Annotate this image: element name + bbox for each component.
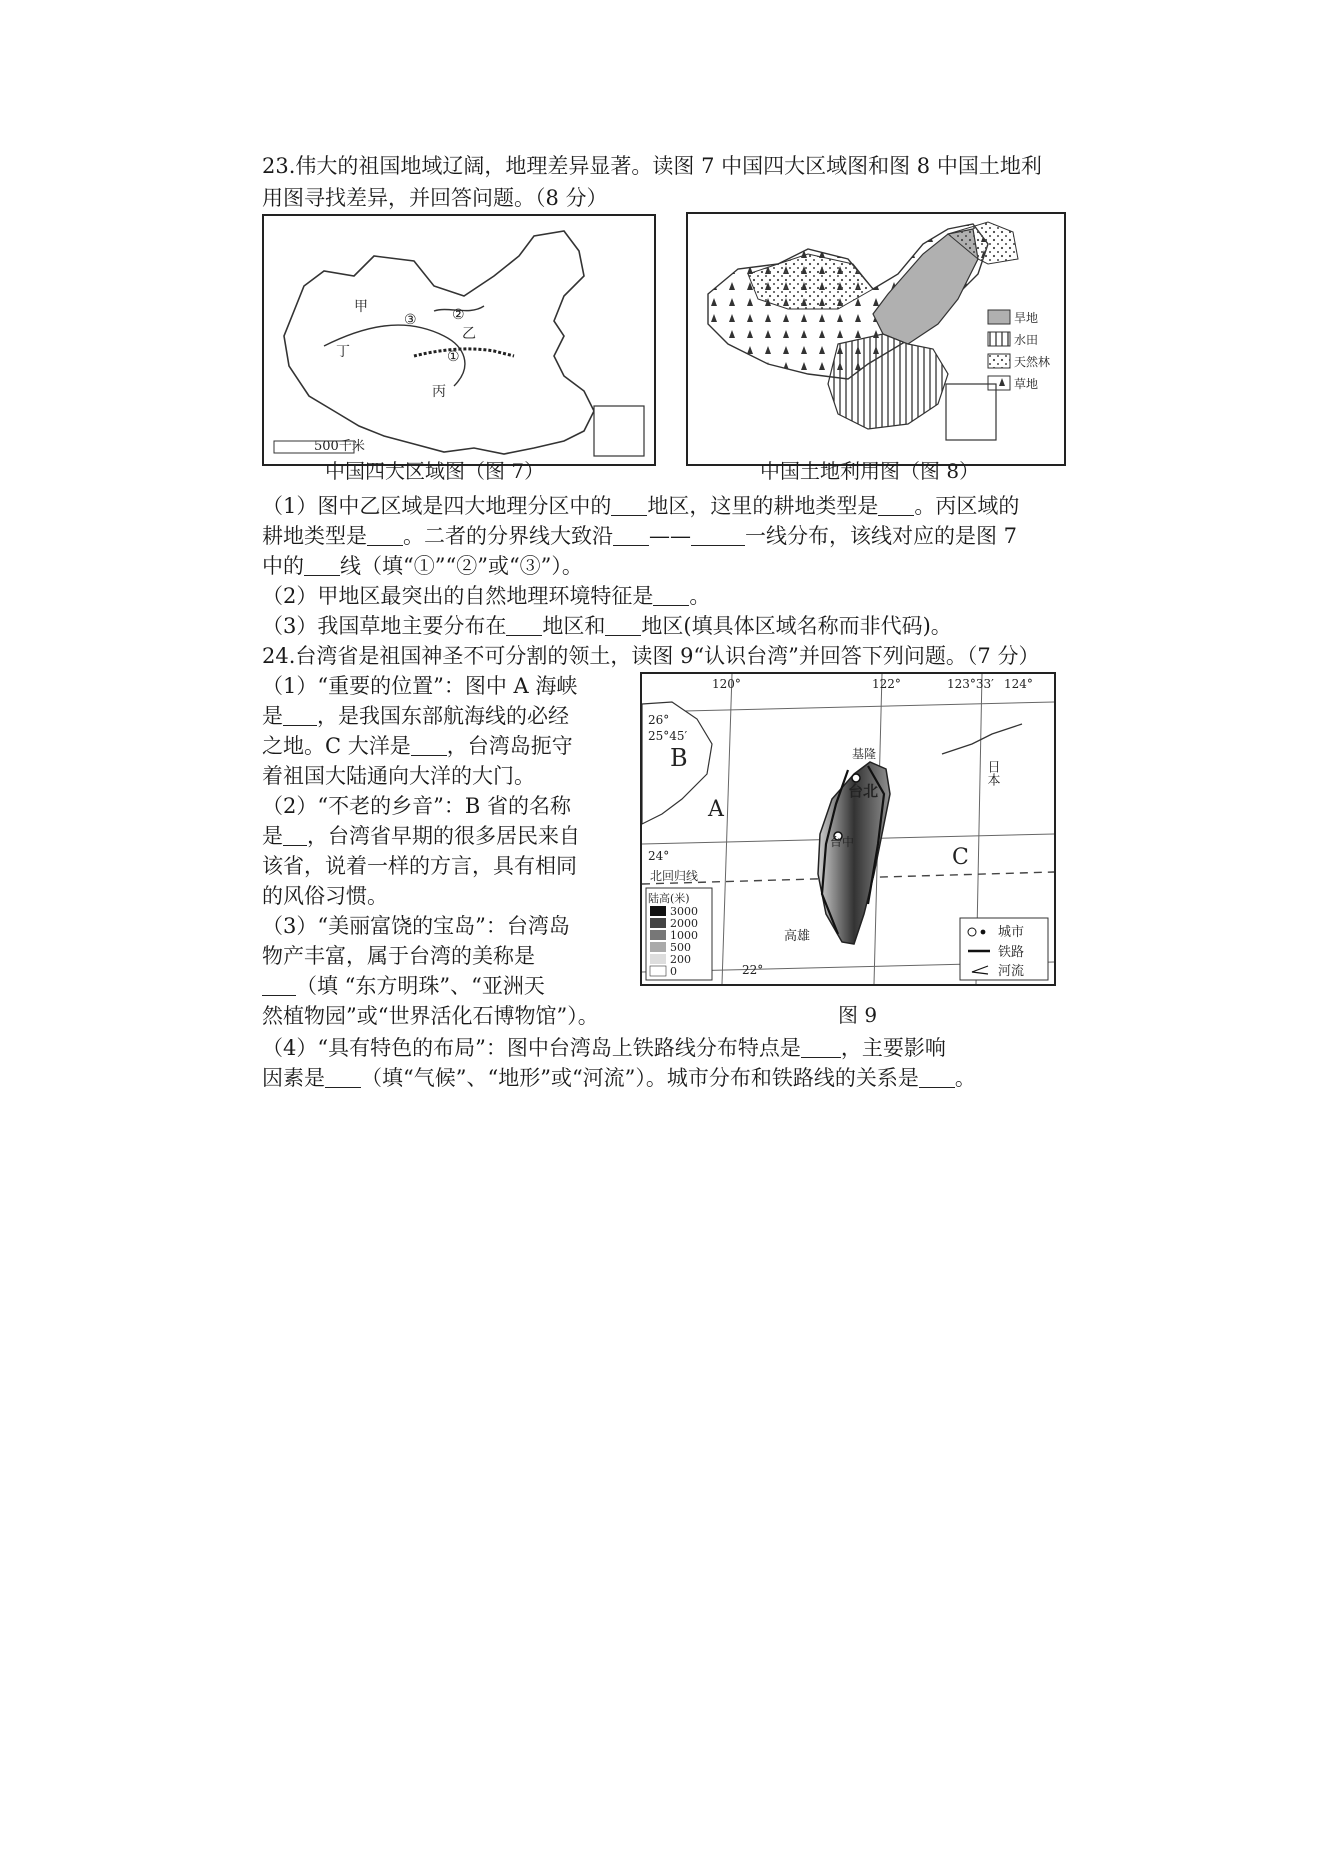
fig9-tropic-label: 北回归线	[650, 869, 699, 883]
q24-s2-line1: （2）“不老的乡音”：B 省的名称	[262, 794, 571, 818]
q23-p3-text-c: 地区(填具体区域名称而非代码)。	[641, 614, 952, 638]
fig9-elev-200: 200	[670, 953, 691, 966]
answer-blank-region[interactable]	[611, 495, 647, 516]
fig7-label-line3: ③	[404, 312, 417, 328]
figure-9-taiwan-map	[640, 672, 1056, 986]
fig9-lon-124: 124°	[1004, 677, 1033, 691]
q24-s2-line4: 的风俗习惯。	[262, 884, 388, 908]
q24-s4-text-b: ，主要影响	[840, 1036, 946, 1060]
figure-8-caption: 中国土地利用图（图 8）	[760, 459, 980, 483]
answer-blank-line-start[interactable]	[613, 525, 649, 546]
fig9-letter-b: B	[670, 744, 688, 772]
fig9-city-gaoxiong: 高雄	[784, 929, 811, 944]
answer-blank-nickname[interactable]	[262, 975, 296, 996]
q23-part2	[262, 582, 1082, 610]
q24-s4-text-e: 。	[954, 1066, 976, 1090]
q24-s2-line3: 该省，说着一样的方言，具有相同	[262, 854, 577, 878]
fig9-legend-river: 河流	[998, 964, 1025, 979]
q23-p1-text-g: 中的	[262, 554, 304, 578]
q23-p1-text-f: 一线分布，该线对应的是图 7	[745, 524, 1018, 548]
q23-p3-text-a: （3）我国草地主要分布在	[262, 614, 507, 638]
q23-part1-line3	[262, 552, 1082, 580]
answer-blank-factor[interactable]	[325, 1067, 361, 1088]
fig7-label-bing: 丙	[432, 384, 446, 400]
fig7-label-line1: ①	[447, 349, 460, 365]
q23-p3-text-b: 地区和	[542, 614, 606, 638]
q23-intro-line1: 23.伟大的祖国地域辽阔，地理差异显著。读图 7 中国四大区域图和图 8 中国土地利	[262, 154, 1042, 178]
fig9-elev-0: 0	[670, 965, 677, 978]
fig9-lat-22: 22°	[742, 963, 764, 977]
fig7-label-line2: ②	[452, 307, 465, 323]
q23-part3	[262, 612, 1082, 640]
fig9-elev-3000: 3000	[670, 905, 698, 918]
q24-s1-text-c: 之地。C 大洋是	[262, 734, 411, 758]
q24-s3-line4: 然植物园”或“世界活化石博物馆”）。	[262, 1004, 599, 1028]
fig9-letter-a: A	[708, 797, 724, 822]
q23-p1-text-c: 。丙区域的	[914, 494, 1020, 518]
answer-blank-grassland-1[interactable]	[506, 615, 542, 636]
q24-s1-text-b: ，是我国东部航海线的必经	[317, 704, 569, 728]
answer-blank-city-relation[interactable]	[919, 1067, 955, 1088]
answer-blank-farmland-yi[interactable]	[878, 495, 914, 516]
q24-s1-line3	[262, 732, 612, 760]
q23-part1-line1	[262, 492, 1082, 520]
answer-blank-line-end[interactable]	[691, 525, 745, 546]
fig9-lon-120: 120°	[712, 677, 741, 691]
q23-intro-line2: 用图寻找差异，并回答问题。（8 分）	[262, 186, 608, 210]
q23-p1-text-h: 线（填“①”“②”或“③”）。	[340, 554, 583, 578]
q23-p1-dash: ——	[649, 524, 691, 548]
q24-s3-line3	[262, 972, 612, 1000]
q24-s1-line4: 着祖国大陆通向大洋的大门。	[262, 764, 535, 788]
q24-s4-text-c: 因素是	[262, 1066, 325, 1090]
q24-s3-text-a: （填 “东方明珠”、“亚洲天	[296, 974, 545, 998]
fig9-elev-2000: 2000	[670, 917, 698, 930]
figure-9-caption: 图 9	[838, 1003, 878, 1027]
q23-p1-text-b: 地区，这里的耕地类型是	[647, 494, 879, 518]
fig9-city-jilong: 基隆	[852, 747, 877, 761]
q24-s1-line2	[262, 702, 612, 730]
q24-s4-line2	[262, 1064, 1082, 1092]
q24-s4-text-a: （4）“具有特色的布局”：图中台湾岛上铁路线分布特点是	[262, 1036, 801, 1060]
fig9-lon-122: 122°	[872, 677, 901, 691]
answer-blank-ocean[interactable]	[411, 735, 447, 756]
fig9-legend-city: 城市	[998, 925, 1025, 940]
fig7-label-ding: 丁	[336, 344, 350, 360]
q23-p2-text-a: （2）甲地区最突出的自然地理环境特征是	[262, 584, 654, 608]
fig9-city-taibei: 台北	[848, 782, 879, 800]
figure-7-caption: 中国四大区域图（图 7）	[325, 459, 545, 483]
q24-s3-line1: （3）“美丽富饶的宝岛”：台湾岛	[262, 914, 570, 938]
q23-p1-text-a: （1）图中乙区域是四大地理分区中的	[262, 494, 612, 518]
fig9-legend-railway: 铁路	[998, 945, 1025, 960]
q24-s3-line2: 物产丰富，属于台湾的美称是	[262, 944, 535, 968]
q24-s2-text-a: 是	[262, 824, 283, 848]
fig8-legend-0: 旱地	[1014, 311, 1039, 325]
fig9-lat-2545: 25°45′	[648, 729, 688, 743]
fig8-legend-2: 天然林	[1014, 355, 1051, 369]
fig9-elevation-title: 陆高(米)	[648, 892, 690, 905]
fig7-label-yi: 乙	[462, 326, 476, 342]
q24-s1-text-d: ，台湾岛扼守	[446, 734, 573, 758]
q24-s2-line2	[262, 822, 612, 850]
figure-7-china-regions-map	[262, 214, 656, 466]
figure-8-land-use-map	[686, 212, 1066, 466]
answer-blank-railway-feature[interactable]	[801, 1037, 841, 1058]
fig9-lat-24: 24°	[648, 849, 670, 863]
q24-intro: 24.台湾省是祖国神圣不可分割的领土，读图 9“认识台湾”并回答下列问题。（7 分）	[262, 644, 1040, 668]
fig9-elev-1000: 1000	[670, 929, 698, 942]
q24-s4-text-d: （填“气候”、“地形”或“河流”）。城市分布和铁路线的关系是	[361, 1066, 919, 1090]
fig9-japan-label: 日本	[984, 760, 1000, 786]
fig7-scale: 500千米	[314, 439, 365, 454]
fig9-lat-26: 26°	[648, 713, 670, 727]
fig7-label-jia: 甲	[354, 299, 368, 315]
fig9-lon-12333: 123°33′	[947, 677, 994, 691]
answer-blank-jia-feature[interactable]	[653, 585, 689, 606]
answer-blank-farmland-bing[interactable]	[367, 525, 403, 546]
answer-blank-strait[interactable]	[283, 705, 317, 726]
fig9-letter-c: C	[952, 845, 969, 870]
fig8-legend-1: 水田	[1014, 333, 1039, 347]
fig9-elev-500: 500	[670, 941, 691, 954]
answer-blank-grassland-2[interactable]	[605, 615, 641, 636]
fig9-city-taizhong: 台中	[830, 835, 855, 849]
q24-s1-line1: （1）“重要的位置”：图中 A 海峡	[262, 674, 578, 698]
q24-s4-line1	[262, 1034, 1082, 1062]
answer-blank-province[interactable]	[283, 825, 307, 846]
q23-part1-line2	[262, 522, 1082, 550]
answer-blank-line-number[interactable]	[304, 555, 340, 576]
q24-s1-text-a: 是	[262, 704, 283, 728]
fig8-legend-3: 草地	[1014, 377, 1039, 391]
q23-p2-text-b: 。	[689, 584, 711, 608]
q23-p1-text-e: 。二者的分界线大致沿	[403, 524, 613, 548]
q23-p1-text-d: 耕地类型是	[262, 524, 367, 548]
q24-s2-text-b: ，台湾省早期的很多居民来自	[307, 824, 580, 848]
